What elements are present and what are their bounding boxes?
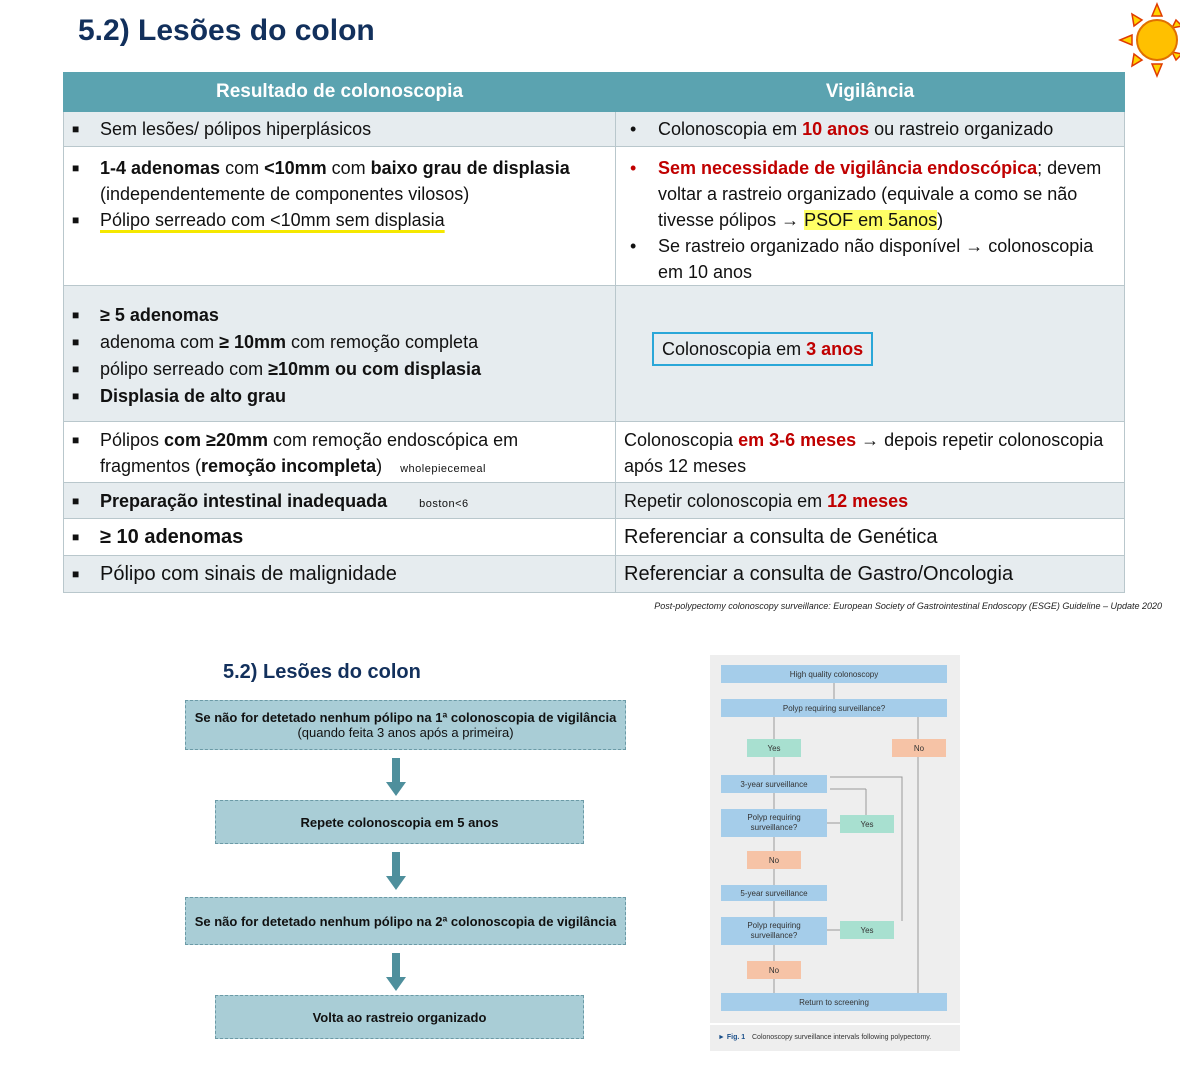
fig-no-2: No (768, 856, 780, 865)
fig-polyp-req: Polyp requiring surveillance? (782, 704, 886, 713)
flow-box-4: Volta ao rastreio organizado (215, 995, 584, 1039)
page-title: 5.2) Lesões do colon (78, 14, 375, 47)
flow-box-1: Se não for detetado nenhum pólipo na 1ª colonoscopia de vigilância (quando feita 3 anos após a primeira) (185, 700, 626, 750)
square-bullet-icon: ■ (72, 530, 80, 544)
square-bullet-icon: ■ (72, 494, 80, 508)
table-row: ■ Pólipo com sinais de malignidade Referenciar a consulta de Gastro/Oncologia (64, 556, 1125, 593)
surveillance-table (63, 72, 1125, 593)
square-bullet-icon: ■ (72, 362, 80, 376)
round-bullet-icon: • (630, 119, 637, 139)
arrow-down-icon (386, 953, 406, 991)
round-bullet-icon: • (630, 158, 637, 178)
fig-no-1: No (913, 744, 925, 753)
fig-return: Return to screening (799, 998, 869, 1007)
header-resultado: Resultado de colonoscopia (64, 73, 616, 112)
round-bullet-icon: • (630, 236, 637, 256)
fig-yes-2: Yes (860, 820, 874, 829)
header-vigilancia: Vigilância (616, 73, 1125, 112)
table-header (64, 73, 1125, 112)
fig-caption-label: ► Fig. 1 (718, 1034, 746, 1041)
fig-polyp-req-2a: Polyp requiring (747, 813, 801, 822)
fig-high-quality: High quality colonoscopy (789, 670, 879, 679)
flow-box-2: Repete colonoscopia em 5 anos (215, 800, 584, 844)
square-bullet-icon: ■ (72, 161, 80, 175)
flow-box-3: Se não for detetado nenhum pólipo na 2ª colonoscopia de vigilância (185, 897, 626, 945)
table-row: ■ Sem lesões/ pólipos hiperplásicos • Colonoscopia em 10 anos ou rastreio organizado (64, 112, 1125, 147)
flow-subtitle: 5.2) Lesões do colon (223, 661, 421, 683)
fig-five-year: 5-year surveillance (740, 889, 808, 898)
square-bullet-icon: ■ (72, 567, 80, 581)
fig-caption-text: Colonoscopy surveillance intervals following polypectomy. (752, 1034, 932, 1041)
reference-citation: Post-polypectomy colonoscopy surveillance: European Society of Gastrointestinal Endoscopy (ESGE) Guideline – Update 2020 (654, 601, 1162, 611)
fig-polyp-req-3b: surveillance? (750, 931, 798, 940)
highlight-box: Colonoscopia em 3 anos (652, 332, 873, 366)
fig-polyp-req-2b: surveillance? (750, 823, 798, 832)
fig-yes-3: Yes (860, 926, 874, 935)
arrow-down-icon (386, 852, 406, 890)
square-bullet-icon: ■ (72, 308, 80, 322)
sun-icon (1116, 2, 1180, 78)
fig-yes-1: Yes (767, 744, 781, 753)
table-row: ■ ≥ 10 adenomas Referenciar a consulta de Genética (64, 519, 1125, 556)
table-row: ■ Preparação intestinal inadequada boston<6 Repetir colonoscopia em 12 meses (64, 483, 1125, 519)
fig-no-3: No (768, 966, 780, 975)
table-row: ■ 1-4 adenomas com <10mm com baixo grau de displasia (independentemente de componentes vilosos) ■ Pólipo serreado com <10mm sem displasia • Sem necessidade de vigilância endoscópica; devem voltar a rastreio organizado (equivale a como se não tivesse pólipos → PSOF em 5anos) • Se rastreio organizado não disponível → colonoscopia em 10 anos (64, 147, 1125, 286)
figure-graphic (710, 655, 960, 1051)
square-bullet-icon: ■ (72, 433, 80, 447)
square-bullet-icon: ■ (72, 213, 80, 227)
square-bullet-icon: ■ (72, 122, 80, 136)
fig-three-year: 3-year surveillance (740, 780, 808, 789)
table-row: ■ Pólipos com ≥20mm com remoção endoscópica em fragmentos (remoção incompleta) wholepiecemeal Colonoscopia em 3-6 meses → depois repetir colonoscopia após 12 meses (64, 422, 1125, 483)
arrow-down-icon (386, 758, 406, 796)
square-bullet-icon: ■ (72, 389, 80, 403)
table-row: ■ ≥ 5 adenomas ■ adenoma com ≥ 10mm com remoção completa ■ pólipo serreado com ≥10mm ou com displasia ■ Displasia de alto grau Colonoscopia em 3 anos (64, 286, 1125, 422)
fig-polyp-req-3a: Polyp requiring (747, 921, 801, 930)
esge-flowchart-figure (710, 655, 960, 1051)
square-bullet-icon: ■ (72, 335, 80, 349)
